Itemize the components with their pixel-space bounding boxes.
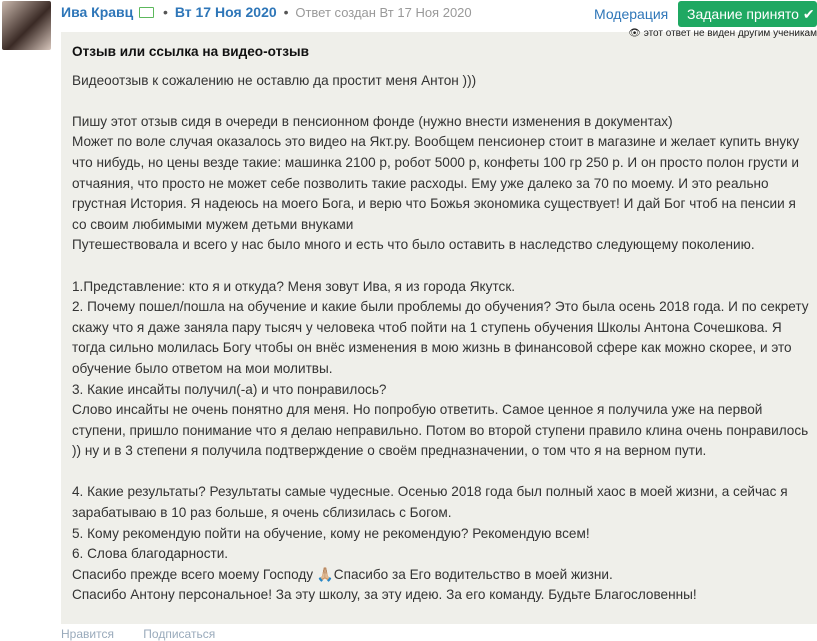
answer-footer [61,627,241,641]
like-link[interactable]: Нравится [61,627,114,641]
answer-date[interactable]: Вт 17 Ноя 2020 [174,4,277,20]
answer-paragraph: 6. Слова благодарности. [72,546,229,562]
answer-paragraph: 4. Какие результаты? Результаты самые чудесные. Осенью 2018 года был полный хаос в моей жизни, а сейчас я зарабатываю в 10 раз больше, я очень сблизилась с Богом. [72,484,792,521]
answer-paragraph [72,462,812,483]
answer-paragraph: Спасибо прежде всего моему Господу 🙏🏼Спасибо за Его водительство в моей жизни. [72,566,613,582]
avatar[interactable] [2,1,51,50]
answer-box [61,28,817,624]
created-label: Ответ создан Вт 17 Ноя 2020 [295,5,472,20]
answer-title: Отзыв или ссылка на видео-отзыв [72,44,309,59]
money-icon [139,7,154,18]
answer-paragraph: 5. Кому рекомендую пойти на обучение, кому не рекомендую? Рекомендую всем! [72,525,590,541]
answer-paragraph: Спасибо Антону персональное! За эту школу, за эту идею. За его команду. Будьте Благословенны! [72,587,697,603]
separator: • [283,4,289,20]
answer-paragraph [72,256,812,277]
answer-paragraph: Может по воле случая оказалось это видео на Якт.ру. Вообщем пенсионер стоит в магазине и желает купить внуку что нибудь, но цены везде такие: машинка 2100 р, робот 5000 р, конфеты 100 гр 250 р. И он просто полон грусти и отчаяния, что просто не может себе позволить такие расходы. Ему уже далеко за 70 по моему. И это реально грустная История. Я надеюсь на моего Бога, и верю что Божья экономика существует! И дай Бог чтоб на пенсии я со своим любимыми мужем детьми внуками [72,134,803,232]
task-accepted-button[interactable]: Задание принято ✔ [678,1,817,27]
answer-paragraph: Видеоотзыв к сожалению не оставлю да простит меня Антон ))) [72,72,477,88]
answer-paragraph [72,91,812,112]
answer-paragraph: 2. Почему пошел/пошла на обучение и какие были проблемы до обучения? Это была осень 2018 года. И по секрету скажу что я даже заняла пару тысяч у человека чтоб пойти на 1 ступень обучения Школы Антона Сочешкова. Я тогда сильно молилась Богу чтобы он внёс изменения в мою жизнь в финансовой сфере как можно скорее, и это обучение было ответом на мои молитвы. [72,299,813,376]
separator: • [163,4,168,20]
subscribe-link[interactable]: Подписаться [143,627,216,641]
hidden-note [628,28,817,39]
answer-header [61,4,472,20]
answer-content [72,42,812,606]
author-name[interactable]: Ива Кравц [61,4,134,20]
answer-paragraph: Путешествовала и всего у нас было много и есть что было оставить в наследство следующему поколению. [72,237,755,253]
answer-paragraph: 3. Какие инсайты получил(-а) и что понравилось? [72,381,387,397]
eye-off-icon: 👁 [628,28,641,39]
answer-paragraph: Пишу этот отзыв сидя в очереди в пенсионном фонде (нужно внести изменения в документах) [72,113,673,129]
moderation-link[interactable]: Модерация [594,6,669,22]
answer-paragraph: Слово инсайты не очень понятно для меня. Но попробую ответить. Самое ценное я получила уже на первой ступени, пришло понимание что я делаю неправильно. Потом во второй ступени правило клина очень понравилось )) ну и в 3 степени я получила подтверждение о своём предназначении, о том что я на верном пути. [72,402,813,459]
answer-paragraph: 1.Представление: кто я и откуда? Меня зовут Ива, я из города Якутск. [72,278,516,294]
hidden-note-text: этот ответ не виден другим ученикам [643,28,817,39]
